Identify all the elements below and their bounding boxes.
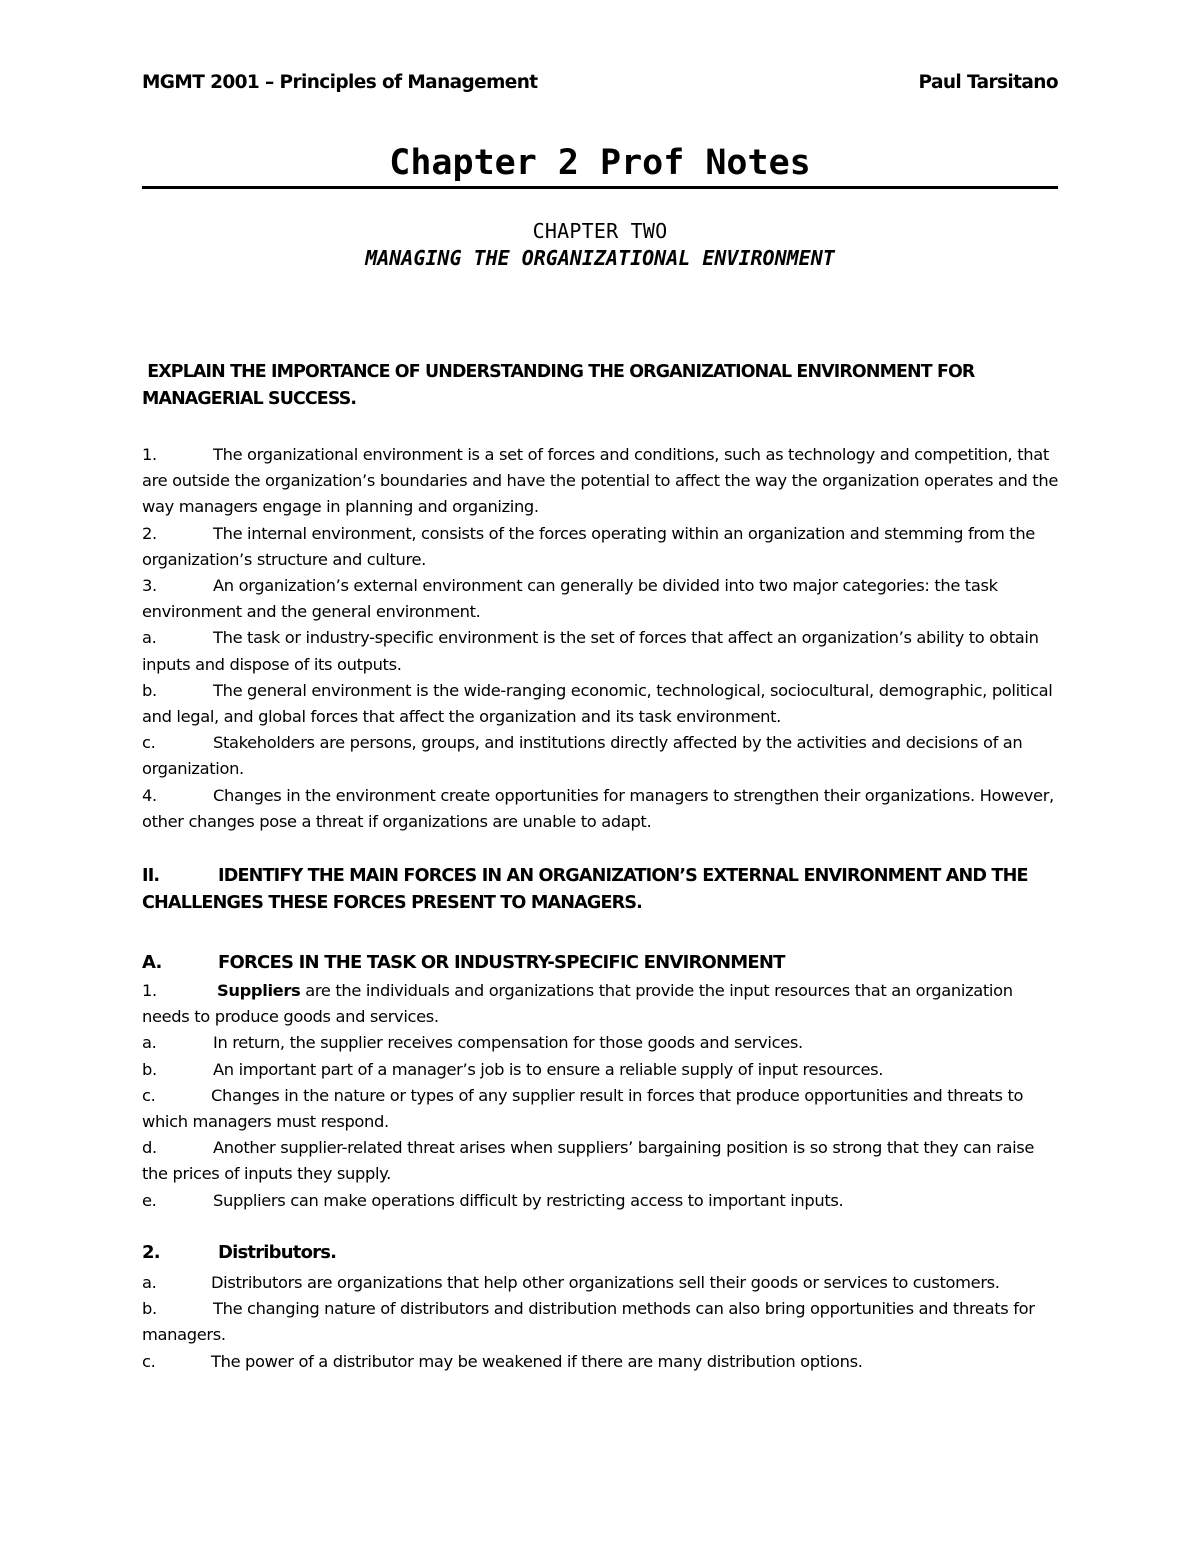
list-item bbox=[142, 573, 1058, 625]
item-text: The changing nature of distributors and distribution methods can also bring opportunities and threats for managers. bbox=[142, 1299, 1035, 1345]
list-item bbox=[142, 1030, 1058, 1056]
subsection-label: 2. bbox=[142, 1242, 160, 1263]
list-item bbox=[142, 678, 1058, 730]
list-item bbox=[142, 978, 1058, 1030]
list-item bbox=[142, 1188, 1058, 1214]
suppliers-list bbox=[142, 978, 1058, 1214]
list-item bbox=[142, 730, 1058, 782]
item-number: e. bbox=[142, 1190, 157, 1210]
item-text: An important part of a manager’s job is to ensure a reliable supply of input resources. bbox=[213, 1059, 884, 1079]
item-text: In return, the supplier receives compensation for those goods and services. bbox=[213, 1033, 803, 1053]
item-text: The power of a distributor may be weakened if there are many distribution options. bbox=[211, 1351, 863, 1371]
distributors-heading bbox=[142, 1242, 1058, 1263]
item-text: The internal environment, consists of the forces operating within an organization and stemming from the organization’s structure and culture. bbox=[142, 523, 1035, 569]
item-text: The general environment is the wide-ranging economic, technological, sociocultural, demographic, political and legal, and global forces that affect the organization and its task environment. bbox=[142, 680, 1053, 727]
list-item bbox=[142, 1083, 1058, 1135]
item-text: An organization’s external environment can generally be divided into two major categories: the task environment and the general environment. bbox=[142, 576, 998, 622]
item-text: Changes in the nature or types of any supplier result in forces that produce opportunities and threats to which managers must respond. bbox=[142, 1085, 1024, 1132]
item-text: Suppliers can make operations difficult by restricting access to important inputs. bbox=[213, 1190, 844, 1210]
list-item bbox=[142, 1057, 1058, 1083]
item-number: 1. bbox=[142, 445, 157, 464]
learning-objective bbox=[142, 359, 1058, 412]
title-underline bbox=[142, 186, 1058, 189]
item-number: b. bbox=[142, 1059, 157, 1079]
item-number: b. bbox=[142, 680, 157, 700]
item-number: c. bbox=[142, 1351, 156, 1371]
page-title: Chapter 2 Prof Notes bbox=[389, 143, 811, 183]
item-number: a. bbox=[142, 1273, 157, 1292]
objective-text: EXPLAIN THE IMPORTANCE OF UNDERSTANDING THE ORGANIZATIONAL ENVIRONMENT FOR MANAGERIAL SUCCESS. bbox=[142, 362, 975, 409]
list-item bbox=[142, 1270, 1058, 1296]
item-text: The task or industry-specific environment is the set of forces that affect an organization’s ability to obtain inputs and dispose of its outputs. bbox=[142, 628, 1039, 674]
item-number: b. bbox=[142, 1299, 157, 1319]
item-number: c. bbox=[142, 733, 156, 753]
item-number: c. bbox=[142, 1085, 156, 1105]
item-text: are the individuals and organizations that provide the input resources that an organization needs to produce goods and services. bbox=[142, 981, 1013, 1027]
chapter-number: CHAPTER TWO bbox=[532, 219, 668, 243]
section-heading-text: IDENTIFY THE MAIN FORCES IN AN ORGANIZATION’S EXTERNAL ENVIRONMENT AND THE CHALLENGES THESE FORCES PRESENT TO MANAGERS. bbox=[142, 866, 1028, 913]
item-text: The organizational environment is a set of forces and conditions, such as technology and competition, that are outside the organization’s boundaries and have the potential to affect the way the organization operates and the way managers engage in planning and organizing. bbox=[142, 445, 1058, 517]
item-number: 3. bbox=[142, 576, 157, 596]
distributors-list bbox=[142, 1270, 1058, 1375]
section2-heading bbox=[142, 863, 1058, 916]
chapter-name: MANAGING THE ORGANIZATIONAL ENVIRONMENT bbox=[365, 246, 835, 270]
course-title: MGMT 2001 – Principles of Management bbox=[142, 72, 538, 93]
author-name: Paul Tarsitano bbox=[918, 72, 1058, 93]
item-text: Stakeholders are persons, groups, and institutions directly affected by the activities and decisions of an organization. bbox=[142, 733, 1023, 779]
list-item bbox=[142, 1135, 1058, 1187]
item-text: Another supplier-related threat arises when suppliers’ bargaining position is so strong that they can raise the prices of inputs they supply. bbox=[142, 1138, 1035, 1184]
suppliers-term: Suppliers bbox=[217, 981, 301, 1000]
list-item bbox=[142, 1349, 1058, 1375]
page-header bbox=[142, 72, 1058, 98]
subsection-heading-text: Distributors. bbox=[218, 1242, 337, 1263]
item-number: d. bbox=[142, 1138, 157, 1158]
item-number: a. bbox=[142, 628, 157, 648]
subsection-label: A. bbox=[142, 952, 162, 973]
item-number: 1. bbox=[142, 981, 157, 1000]
item-text: Distributors are organizations that help other organizations sell their goods or services to customers. bbox=[211, 1273, 1000, 1292]
list-item bbox=[142, 442, 1058, 521]
section1-list bbox=[142, 442, 1058, 835]
list-item bbox=[142, 625, 1058, 677]
list-item bbox=[142, 521, 1058, 573]
list-item bbox=[142, 1296, 1058, 1348]
item-number: 4. bbox=[142, 785, 157, 805]
section-label: II. bbox=[142, 866, 160, 886]
item-text: Changes in the environment create opportunities for managers to strengthen their organizations. However, other changes pose a threat if organizations are unable to adapt. bbox=[142, 785, 1054, 831]
list-item bbox=[142, 783, 1058, 835]
item-number: a. bbox=[142, 1033, 157, 1053]
subsection-a-heading bbox=[142, 952, 1058, 973]
item-number: 2. bbox=[142, 523, 157, 543]
subsection-heading-text: FORCES IN THE TASK OR INDUSTRY-SPECIFIC ENVIRONMENT bbox=[218, 952, 785, 973]
